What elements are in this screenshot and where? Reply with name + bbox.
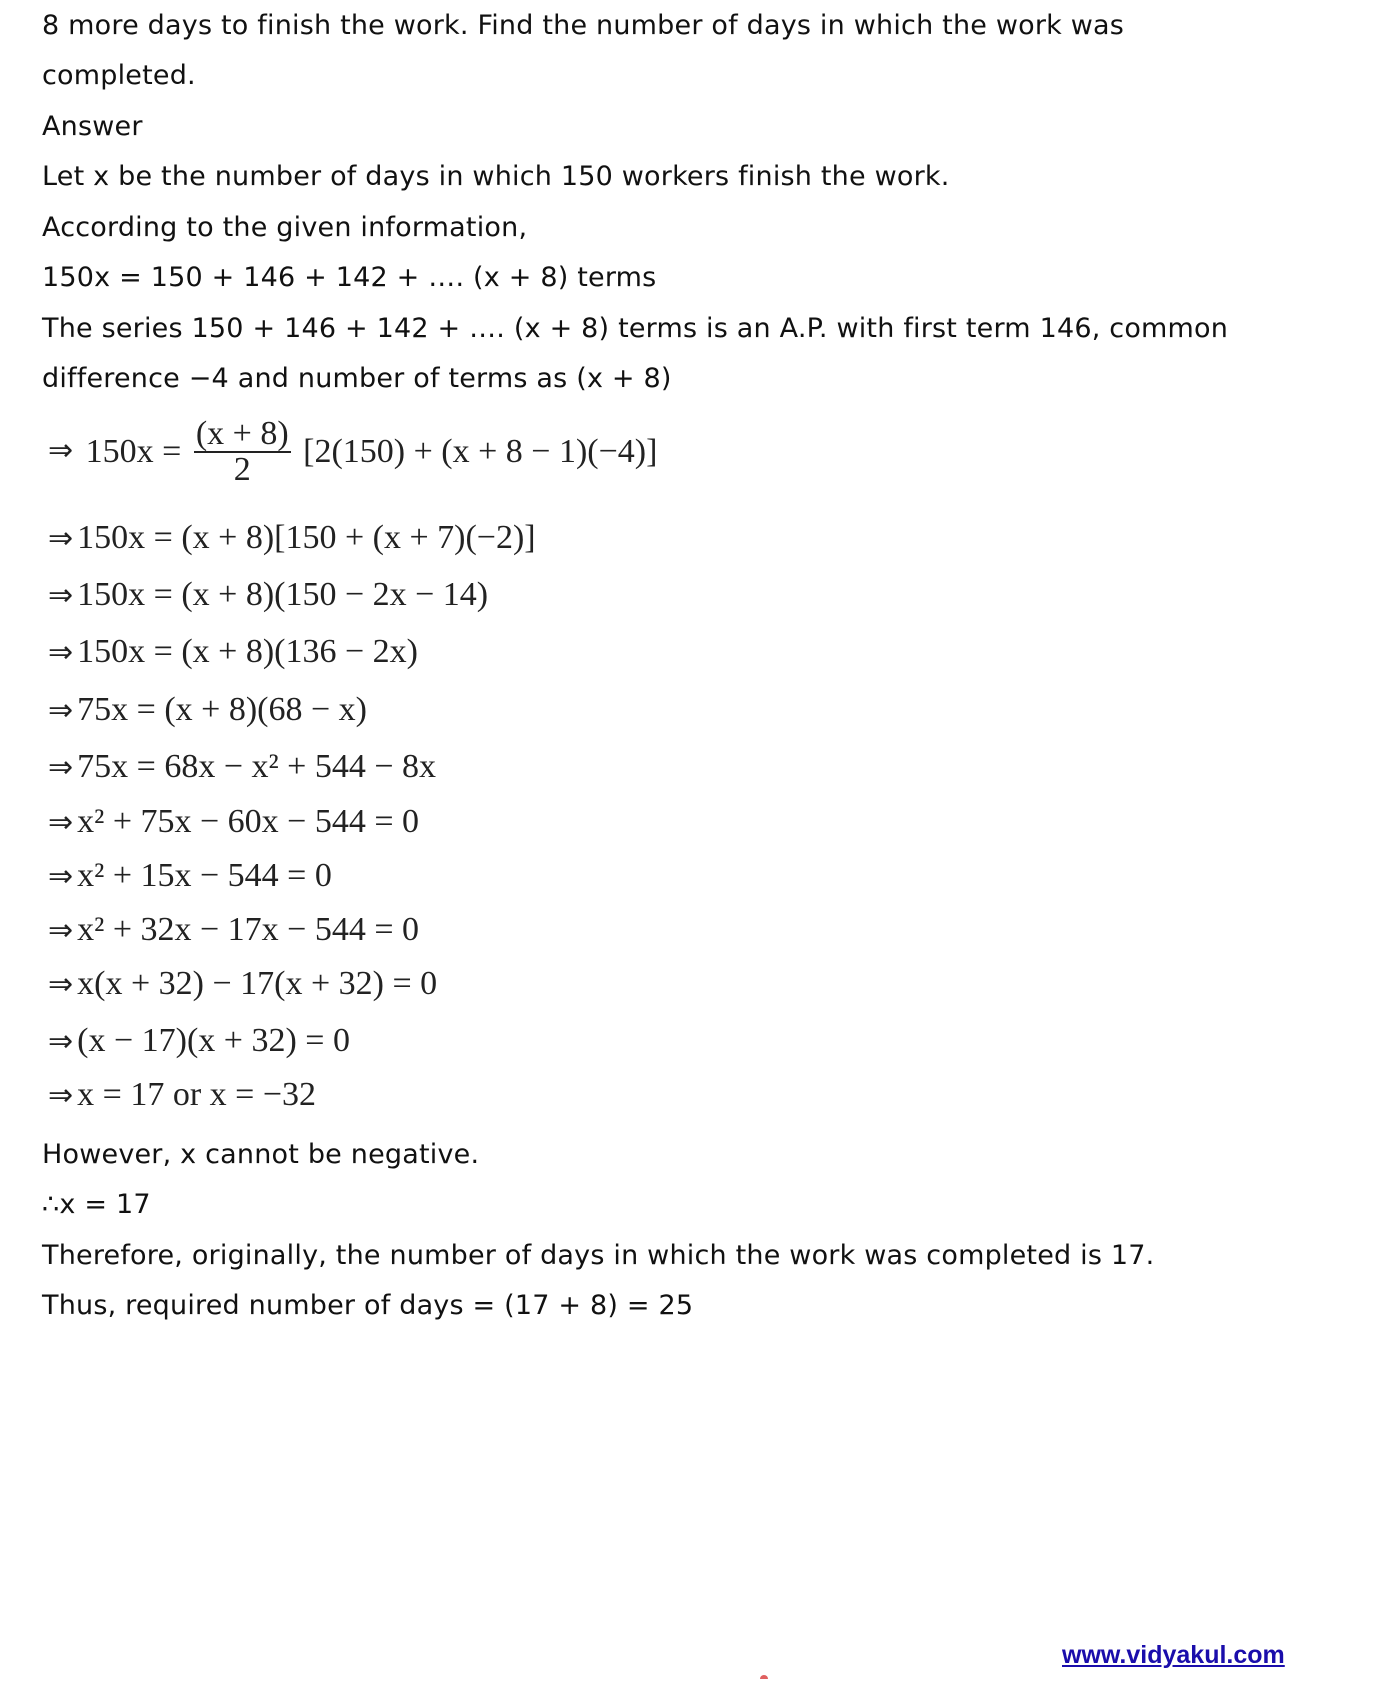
implies-arrow: ⇒ — [48, 750, 74, 785]
final-answer: Thus, required number of days = (17 + 8) = 25 — [42, 1290, 694, 1321]
implies-arrow: ⇒ — [48, 432, 74, 468]
implies-arrow: ⇒ — [48, 521, 74, 556]
implies-arrow: ⇒ — [48, 805, 74, 840]
equation-step-2: ⇒ 150x = (x + 8)[150 + (x + 7)(−2)] — [48, 519, 536, 556]
text-line: Therefore, originally, the number of days in which the work was completed is 17. — [42, 1240, 1155, 1271]
text-line: completed. — [42, 60, 196, 91]
equation-step-11: ⇒ (x − 17)(x + 32) = 0 — [48, 1022, 350, 1059]
decorative-mark — [760, 1675, 768, 1679]
equation-step-3: ⇒ 150x = (x + 8)(150 − 2x − 14) — [48, 576, 489, 613]
text-line: ∴x = 17 — [42, 1189, 151, 1220]
text-line: According to the given information, — [42, 212, 528, 243]
equation-step-6: ⇒ 75x = 68x − x² + 544 − 8x — [48, 748, 437, 785]
equation-step-10: ⇒ x(x + 32) − 17(x + 32) = 0 — [48, 965, 438, 1002]
text-line: 150x = 150 + 146 + 142 + …. (x + 8) terms — [42, 262, 657, 293]
implies-arrow: ⇒ — [48, 1078, 74, 1113]
implies-arrow: ⇒ — [48, 967, 74, 1002]
equation-step-9: ⇒ x² + 32x − 17x − 544 = 0 — [48, 911, 420, 948]
text-line: The series 150 + 146 + 142 + …. (x + 8) terms is an A.P. with first term 146, common — [42, 313, 1229, 344]
answer-heading: Answer — [42, 111, 143, 142]
text-line: Let x be the number of days in which 150 workers finish the work. — [42, 161, 950, 192]
implies-arrow: ⇒ — [48, 578, 74, 613]
equation-step-4: ⇒ 150x = (x + 8)(136 − 2x) — [48, 633, 418, 670]
equation-step-1: ⇒ 150x = $\frac{(x + 8)}{2}$ [2(150) + (x + 8 − 1)(−4)] — [48, 415, 658, 488]
equation-step-7: ⇒ x² + 75x − 60x − 544 = 0 — [48, 803, 420, 840]
footer-website-link[interactable]: www.vidyakul.com — [1062, 1641, 1285, 1669]
text-line: However, x cannot be negative. — [42, 1139, 480, 1170]
implies-arrow: ⇒ — [48, 1024, 74, 1059]
text-line: difference −4 and number of terms as (x + 8) — [42, 363, 672, 394]
equation-step-5: ⇒ 75x = (x + 8)(68 − x) — [48, 691, 367, 728]
implies-arrow: ⇒ — [48, 635, 74, 670]
text-line: 8 more days to finish the work. Find the number of days in which the work was — [42, 10, 1125, 41]
equation-step-12: ⇒ x = 17 or x = −32 — [48, 1076, 316, 1113]
implies-arrow: ⇒ — [48, 859, 74, 894]
fraction: $\frac{(x + 8)}{2}$ — [195, 415, 289, 488]
equation-step-8: ⇒ x² + 15x − 544 = 0 — [48, 857, 332, 894]
implies-arrow: ⇒ — [48, 913, 74, 948]
implies-arrow: ⇒ — [48, 693, 74, 728]
